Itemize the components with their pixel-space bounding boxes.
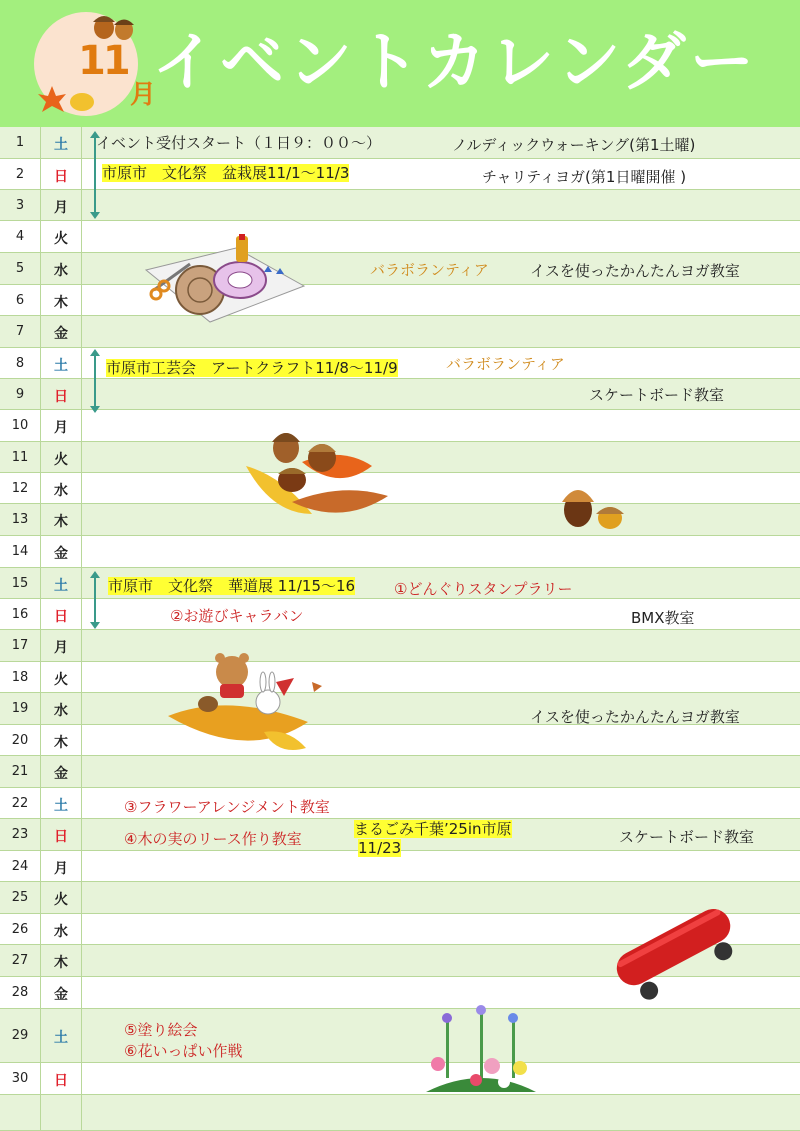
day-of-week: 日 <box>54 608 68 625</box>
day-number: 6 <box>15 292 25 308</box>
calendar-row <box>0 1095 800 1131</box>
day-of-week: 日 <box>54 829 68 845</box>
day-number: 18 <box>11 669 29 685</box>
calendar-row <box>0 725 800 756</box>
day-number: 30 <box>11 1071 29 1086</box>
day-number: 14 <box>11 544 29 559</box>
event-nordic-walking: ノルディックウォーキング(第1土曜) <box>452 136 696 154</box>
autumn-leaves-acorns-icon <box>242 422 392 532</box>
day-number: 1 <box>15 135 25 150</box>
column-divider <box>81 127 82 1131</box>
day-of-week: 水 <box>54 703 68 719</box>
event-marugomi-date: 11/23 <box>358 839 402 857</box>
calendar-row <box>0 473 800 504</box>
day-of-week: 日 <box>54 388 68 405</box>
acorns-icon <box>552 474 632 532</box>
day-number: 22 <box>11 795 29 811</box>
day-of-week: 水 <box>54 482 68 499</box>
month-label: 月 <box>130 80 157 110</box>
day-of-week: 木 <box>54 734 68 751</box>
range-arrow <box>88 349 102 413</box>
calendar-row <box>0 536 800 568</box>
calendar-row <box>0 788 800 819</box>
column-divider <box>40 127 41 1131</box>
day-number: 17 <box>11 638 29 653</box>
event-art-craft: 市原市工芸会 アートクラフト11/8〜11/9 <box>106 359 398 377</box>
day-of-week: 水 <box>54 263 68 279</box>
event-skateboard: スケートボード教室 <box>619 828 755 846</box>
calendar-row <box>0 1009 800 1063</box>
maple-leaf-icon <box>38 84 98 118</box>
event-flower-arrangement: ③フラワーアレンジメント教室 <box>124 798 330 816</box>
page-title: イベントカレンダー <box>152 26 758 100</box>
event-ikebana: 市原市 文化祭 華道展 11/15〜16 <box>108 577 356 595</box>
event-reception-start: イベント受付スタート（１日９：００〜） <box>96 134 382 152</box>
day-of-week: 火 <box>54 451 68 468</box>
event-balloon: バラボランティア <box>446 355 565 373</box>
event-wreath: ④木の実のリース作り教室 <box>124 830 302 848</box>
calendar-row <box>0 1063 800 1095</box>
calendar-row <box>0 190 800 221</box>
day-number: 7 <box>15 324 25 339</box>
day-number: 25 <box>11 890 29 905</box>
month-number: 11 <box>78 38 128 84</box>
acorn-icon <box>88 8 138 40</box>
day-number: 19 <box>11 701 29 716</box>
event-coloring: ⑤塗り絵会 <box>124 1021 198 1039</box>
day-number: 11 <box>11 449 29 465</box>
event-marugomi: まるごみ千葉’25in市原 <box>354 820 512 838</box>
day-number: 27 <box>11 953 29 968</box>
day-number: 8 <box>15 355 25 371</box>
calendar-row <box>0 504 800 536</box>
day-number: 9 <box>15 386 25 402</box>
event-caravan: ②お遊びキャラバン <box>170 607 304 625</box>
day-of-week: 土 <box>54 137 68 153</box>
day-of-week: 金 <box>54 546 68 562</box>
craft-illustration-icon <box>140 234 310 324</box>
day-number: 23 <box>11 827 29 842</box>
day-of-week: 土 <box>54 577 68 594</box>
day-of-week: 土 <box>54 797 68 814</box>
day-of-week: 火 <box>54 671 68 688</box>
day-number: 12 <box>11 480 29 496</box>
day-number: 29 <box>11 1028 29 1043</box>
forest-animals-icon <box>168 652 326 762</box>
day-number: 20 <box>11 732 29 748</box>
skateboard-icon <box>612 896 736 1000</box>
event-chair-yoga: イスを使ったかんたんヨガ教室 <box>530 708 740 726</box>
calendar-row <box>0 756 800 788</box>
event-balloon: バラボランティア <box>370 261 489 279</box>
day-number: 10 <box>11 418 29 433</box>
day-of-week: 金 <box>54 326 68 342</box>
event-skateboard: スケートボード教室 <box>589 386 725 404</box>
range-arrow <box>88 571 102 629</box>
event-chair-yoga: イスを使ったかんたんヨガ教室 <box>530 262 740 280</box>
day-of-week: 火 <box>54 892 68 908</box>
calendar-row <box>0 662 800 693</box>
day-of-week: 水 <box>54 923 68 940</box>
event-charity-yoga: チャリティヨガ(第1日曜開催 ) <box>482 168 687 186</box>
calendar-row <box>0 442 800 473</box>
day-of-week: 木 <box>54 955 68 971</box>
day-of-week: 金 <box>54 766 68 782</box>
event-bonsai: 市原市 文化祭 盆栽展11/1〜11/3 <box>102 164 350 182</box>
header-banner <box>0 0 800 127</box>
day-of-week: 木 <box>54 294 68 311</box>
calendar-row <box>0 410 800 442</box>
day-of-week: 火 <box>54 231 68 247</box>
day-number: 4 <box>15 229 25 244</box>
day-number: 16 <box>11 606 29 622</box>
flower-garden-icon <box>422 1004 540 1096</box>
day-number: 13 <box>11 512 29 527</box>
calendar-row <box>0 285 800 316</box>
month-badge <box>34 12 157 116</box>
calendar-row <box>0 221 800 253</box>
day-number: 21 <box>11 764 29 779</box>
day-number: 26 <box>11 921 29 937</box>
calendar-row <box>0 630 800 662</box>
day-number: 5 <box>15 261 25 276</box>
day-of-week: 日 <box>54 1073 68 1089</box>
day-of-week: 日 <box>54 168 68 185</box>
day-of-week: 土 <box>54 1030 68 1046</box>
event-bmx: BMX教室 <box>631 609 695 627</box>
day-of-week: 土 <box>54 357 68 374</box>
day-of-week: 月 <box>54 420 68 436</box>
day-of-week: 月 <box>54 640 68 656</box>
day-number: 28 <box>11 985 29 1000</box>
day-of-week: 金 <box>54 987 68 1003</box>
event-stamp-rally: ①どんぐりスタンプラリー <box>394 580 573 598</box>
calendar-row <box>0 316 800 348</box>
day-of-week: 月 <box>54 199 68 216</box>
day-number: 15 <box>11 575 29 591</box>
day-number: 24 <box>11 858 29 874</box>
day-of-week: 木 <box>54 514 68 530</box>
event-flower-strategy: ⑥花いっぱい作戦 <box>124 1042 243 1060</box>
day-of-week: 月 <box>54 860 68 877</box>
day-number: 3 <box>15 197 25 213</box>
day-number: 2 <box>15 166 25 182</box>
